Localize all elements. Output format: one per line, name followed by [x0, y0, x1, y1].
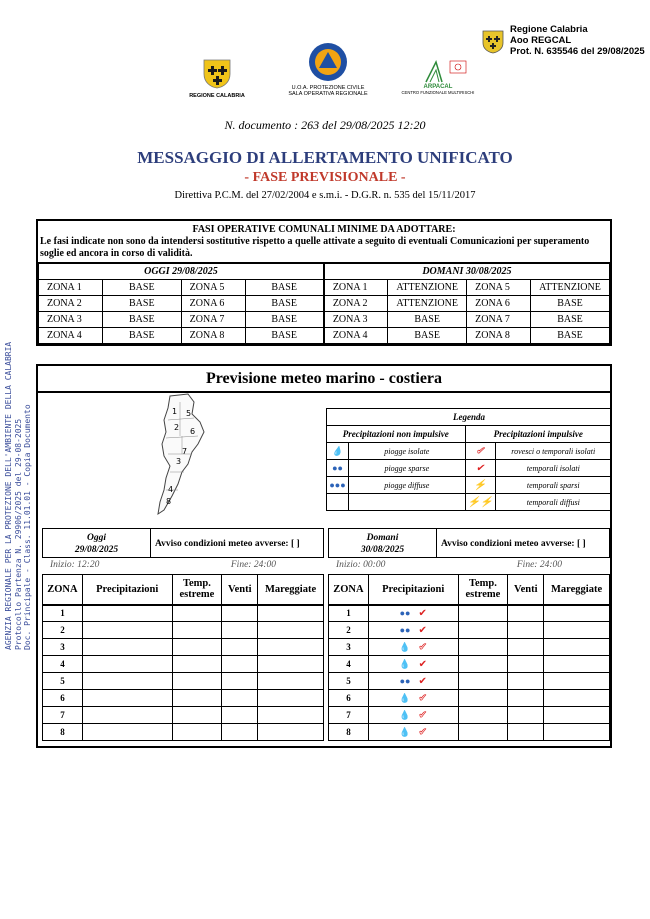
regione-logo-text: REGIONE CALABRIA	[189, 93, 245, 99]
col-zona: ZONA	[43, 575, 83, 605]
legend-row	[327, 460, 612, 477]
rain-drops-icon: ●●	[399, 676, 411, 687]
legend-title: Legenda	[327, 409, 612, 426]
stamp-line-1: Regione Calabria	[510, 24, 588, 35]
side-line-1: AGENZIA REGIONALE PER LA PROTEZIONE DELL'AMBIENTE DELLA CALABRIA	[4, 341, 13, 650]
zone-cell: ZONA 1	[324, 280, 388, 296]
table-row	[329, 724, 610, 741]
today-header	[42, 528, 324, 572]
precip-cell	[368, 605, 458, 622]
zone-number: 5	[43, 673, 83, 690]
hollow-bolt-icon: ✔	[418, 726, 427, 738]
map-zone-label: 5	[186, 409, 192, 418]
table-row	[329, 639, 610, 656]
zone-number: 2	[329, 622, 369, 639]
col-mareggiate: Mareggiate	[258, 575, 324, 605]
legend-label	[349, 494, 466, 511]
table-row	[329, 690, 610, 707]
legend-label: piogge diffuse	[349, 477, 466, 494]
bolt-icon: ✔	[418, 675, 427, 687]
col-venti: Venti	[508, 575, 544, 605]
fasi-row	[39, 328, 610, 344]
phase-cell: BASE	[388, 328, 467, 344]
rain-drop-icon: 💧	[399, 641, 411, 652]
legend-row	[327, 443, 612, 460]
hollow-bolt-icon: ✔	[418, 692, 427, 704]
zone-number: 7	[329, 707, 369, 724]
table-row	[43, 622, 324, 639]
table-row	[43, 656, 324, 673]
zone-number: 7	[43, 707, 83, 724]
zone-cell: ZONA 5	[467, 280, 531, 296]
table-row	[43, 639, 324, 656]
phase-cell: BASE	[102, 280, 181, 296]
bolt-icon: ✔	[418, 607, 427, 619]
table-row	[329, 673, 610, 690]
tomorrow-inizio: Inizio: 00:00	[336, 560, 386, 570]
stamp-line-2: Aoo REGCAL	[510, 35, 572, 46]
zone-cell: ZONA 8	[467, 328, 531, 344]
precip-cell	[368, 724, 458, 741]
bolt-icon: ✔	[418, 658, 427, 670]
rain-drop-icon: 💧	[399, 692, 411, 703]
tomorrow-header	[328, 528, 610, 572]
arpacal-icon	[408, 58, 468, 84]
legend-label: temporali diffusi	[495, 494, 612, 511]
legend-table	[326, 408, 612, 511]
legend-row	[327, 494, 612, 511]
double-lightning-icon: ⚡⚡	[467, 496, 493, 508]
precip-cell	[368, 707, 458, 724]
zone-cell: ZONA 4	[39, 328, 103, 344]
phase-cell: BASE	[102, 312, 181, 328]
stamp-line-3: Prot. N. 635546 del 29/08/2025	[510, 46, 645, 57]
legend-label: rovesci o temporali isolati	[495, 443, 612, 460]
zone-number: 3	[43, 639, 83, 656]
zone-number: 8	[329, 724, 369, 741]
rain-drops-icon: ●●	[332, 463, 343, 474]
phase-cell: BASE	[531, 328, 610, 344]
bolt-icon: ✔	[418, 624, 427, 636]
zone-number: 6	[43, 690, 83, 707]
phase-cell: BASE	[531, 296, 610, 312]
protezione-civile-logo	[280, 42, 376, 97]
calabria-zone-map	[148, 392, 228, 522]
today-avviso: Avviso condizioni meteo avverse: [ ]	[155, 539, 300, 549]
today-forecast-table	[42, 574, 324, 741]
tomorrow-label: Domani	[366, 533, 399, 543]
zone-number: 4	[43, 656, 83, 673]
map-zone-label: 3	[176, 457, 182, 466]
zone-number: 3	[329, 639, 369, 656]
zone-cell: ZONA 7	[467, 312, 531, 328]
zone-number: 8	[43, 724, 83, 741]
side-line-3: Doc. Principale - Class. 11.01.01 - Copia Documento	[23, 404, 32, 650]
fasi-operative-box	[36, 219, 612, 346]
arpacal-sub: CENTRO FUNZIONALE MULTIRISCHI	[401, 90, 475, 95]
fasi-tomorrow-label: DOMANI 30/08/2025	[324, 264, 610, 280]
protezione-line-1: U.O.A. PROTEZIONE CIVILE	[291, 85, 365, 91]
phase-cell: BASE	[245, 296, 324, 312]
today-fine: Fine: 24:00	[230, 560, 276, 570]
protocol-stamp	[480, 24, 645, 57]
map-zone-label: 2	[174, 423, 180, 432]
fasi-note: Le fasi indicate non sono da intendersi sostitutive rispetto a quelle attivate a seguito di eventuali Comunicazioni per superamento soglie ed ancora in corso di validità.	[40, 236, 590, 259]
table-row	[43, 605, 324, 622]
legend-row	[327, 477, 612, 494]
rain-drop-icon: 💧	[399, 658, 411, 669]
legend-label: temporali isolati	[495, 460, 612, 477]
fasi-heading: FASI OPERATIVE COMUNALI MINIME DA ADOTTARE:	[192, 224, 456, 235]
regione-calabria-logo	[182, 58, 252, 99]
legend-impulsive-header: Precipitazioni impulsive	[465, 426, 611, 443]
meteo-box	[36, 364, 612, 748]
arpacal-name: ARPACAL	[423, 84, 453, 90]
zone-number: 1	[43, 605, 83, 622]
col-zona: ZONA	[329, 575, 369, 605]
phase-cell: BASE	[245, 312, 324, 328]
zone-number: 4	[329, 656, 369, 673]
col-precipitazioni: Precipitazioni	[82, 575, 172, 605]
table-row	[43, 707, 324, 724]
map-zone-label: 8	[166, 497, 172, 506]
zone-cell: ZONA 2	[324, 296, 388, 312]
map-zone-label: 1	[172, 407, 178, 416]
legend-non-impulsive-header: Precipitazioni non impulsive	[327, 426, 466, 443]
side-line-2: Protocollo Partenza N. 29906/2025 del 29-08-2025	[13, 418, 23, 650]
map-zone-label: 4	[168, 485, 174, 494]
col-temp: Temp. estreme	[458, 575, 508, 605]
col-temp: Temp. estreme	[172, 575, 222, 605]
tomorrow-forecast-table	[328, 574, 610, 741]
zone-cell: ZONA 2	[39, 296, 103, 312]
col-venti: Venti	[222, 575, 258, 605]
fasi-row	[39, 296, 610, 312]
tomorrow-date: 30/08/2025	[360, 545, 405, 555]
page-subtitle: - FASE PREVISIONALE -	[244, 170, 406, 185]
table-row	[329, 656, 610, 673]
tomorrow-fine: Fine: 24:00	[516, 560, 562, 570]
bolt-icon: ✔	[475, 462, 485, 474]
zone-number: 6	[329, 690, 369, 707]
table-row	[43, 690, 324, 707]
zone-cell: ZONA 3	[324, 312, 388, 328]
rain-drop-icon: 💧	[331, 445, 344, 456]
phase-cell: BASE	[102, 296, 181, 312]
hollow-bolt-icon: ✔	[418, 709, 427, 721]
rain-drop-icon: 💧	[399, 726, 411, 737]
rain-drops-icon: ●●	[399, 625, 411, 636]
zone-number: 2	[43, 622, 83, 639]
phase-cell: ATTENZIONE	[388, 296, 467, 312]
phase-cell: BASE	[388, 312, 467, 328]
today-date: 29/08/2025	[74, 545, 119, 555]
phase-cell: BASE	[245, 280, 324, 296]
rain-drop-icon: 💧	[399, 709, 411, 720]
hollow-bolt-icon: ✔	[418, 641, 427, 653]
directive-line: Direttiva P.C.M. del 27/02/2004 e s.m.i. - D.G.R. n. 535 del 15/11/2017	[174, 190, 476, 201]
precip-cell	[368, 690, 458, 707]
table-row	[43, 673, 324, 690]
document-number: N. documento : 263 del 29/08/2025 12:20	[224, 118, 426, 132]
side-protocol-text	[4, 342, 33, 650]
precip-cell	[368, 622, 458, 639]
precip-cell	[368, 639, 458, 656]
protezione-civile-icon	[308, 42, 348, 82]
today-inizio: Inizio: 12:20	[50, 560, 100, 570]
legend-label: temporali sparsi	[495, 477, 612, 494]
zone-cell: ZONA 8	[181, 328, 245, 344]
zone-cell: ZONA 1	[39, 280, 103, 296]
rain-cluster-icon: ●●●	[329, 480, 346, 491]
zone-cell: ZONA 7	[181, 312, 245, 328]
zone-cell: ZONA 5	[181, 280, 245, 296]
page-title: MESSAGGIO DI ALLERTAMENTO UNIFICATO	[137, 148, 513, 167]
zone-cell: ZONA 6	[467, 296, 531, 312]
tomorrow-avviso: Avviso condizioni meteo avverse: [ ]	[441, 539, 586, 549]
zone-number: 5	[329, 673, 369, 690]
zone-cell: ZONA 6	[181, 296, 245, 312]
col-precipitazioni: Precipitazioni	[368, 575, 458, 605]
table-row	[43, 724, 324, 741]
legend-label: piogge sparse	[349, 460, 466, 477]
protezione-line-2: SALA OPERATIVA REGIONALE	[288, 91, 368, 97]
table-row	[329, 622, 610, 639]
phase-cell: ATTENZIONE	[388, 280, 467, 296]
zone-cell: ZONA 3	[39, 312, 103, 328]
phase-cell: ATTENZIONE	[531, 280, 610, 296]
precip-cell	[368, 673, 458, 690]
map-zone-label: 6	[190, 427, 196, 436]
map-zone-label: 7	[182, 447, 188, 456]
fasi-today-label: OGGI 29/08/2025	[39, 264, 324, 280]
legend-label: piogge isolate	[349, 443, 466, 460]
arpacal-logo	[398, 58, 478, 96]
today-label: Oggi	[87, 533, 106, 543]
hollow-bolt-icon: ✔	[475, 445, 485, 457]
meteo-title: Previsione meteo marino - costiera	[38, 366, 610, 393]
zone-cell: ZONA 4	[324, 328, 388, 344]
table-row	[329, 707, 610, 724]
phase-cell: BASE	[102, 328, 181, 344]
rain-drops-icon: ●●	[399, 608, 411, 619]
zone-number: 1	[329, 605, 369, 622]
fasi-row	[39, 312, 610, 328]
regione-crest-icon	[202, 58, 232, 90]
phase-cell: BASE	[245, 328, 324, 344]
col-mareggiate: Mareggiate	[544, 575, 610, 605]
regione-calabria-crest-icon	[480, 28, 506, 54]
phase-cell: BASE	[531, 312, 610, 328]
table-row	[329, 605, 610, 622]
fasi-row	[39, 280, 610, 296]
fasi-zone-table	[38, 263, 610, 344]
precip-cell	[368, 656, 458, 673]
lightning-icon: ⚡	[473, 479, 487, 491]
